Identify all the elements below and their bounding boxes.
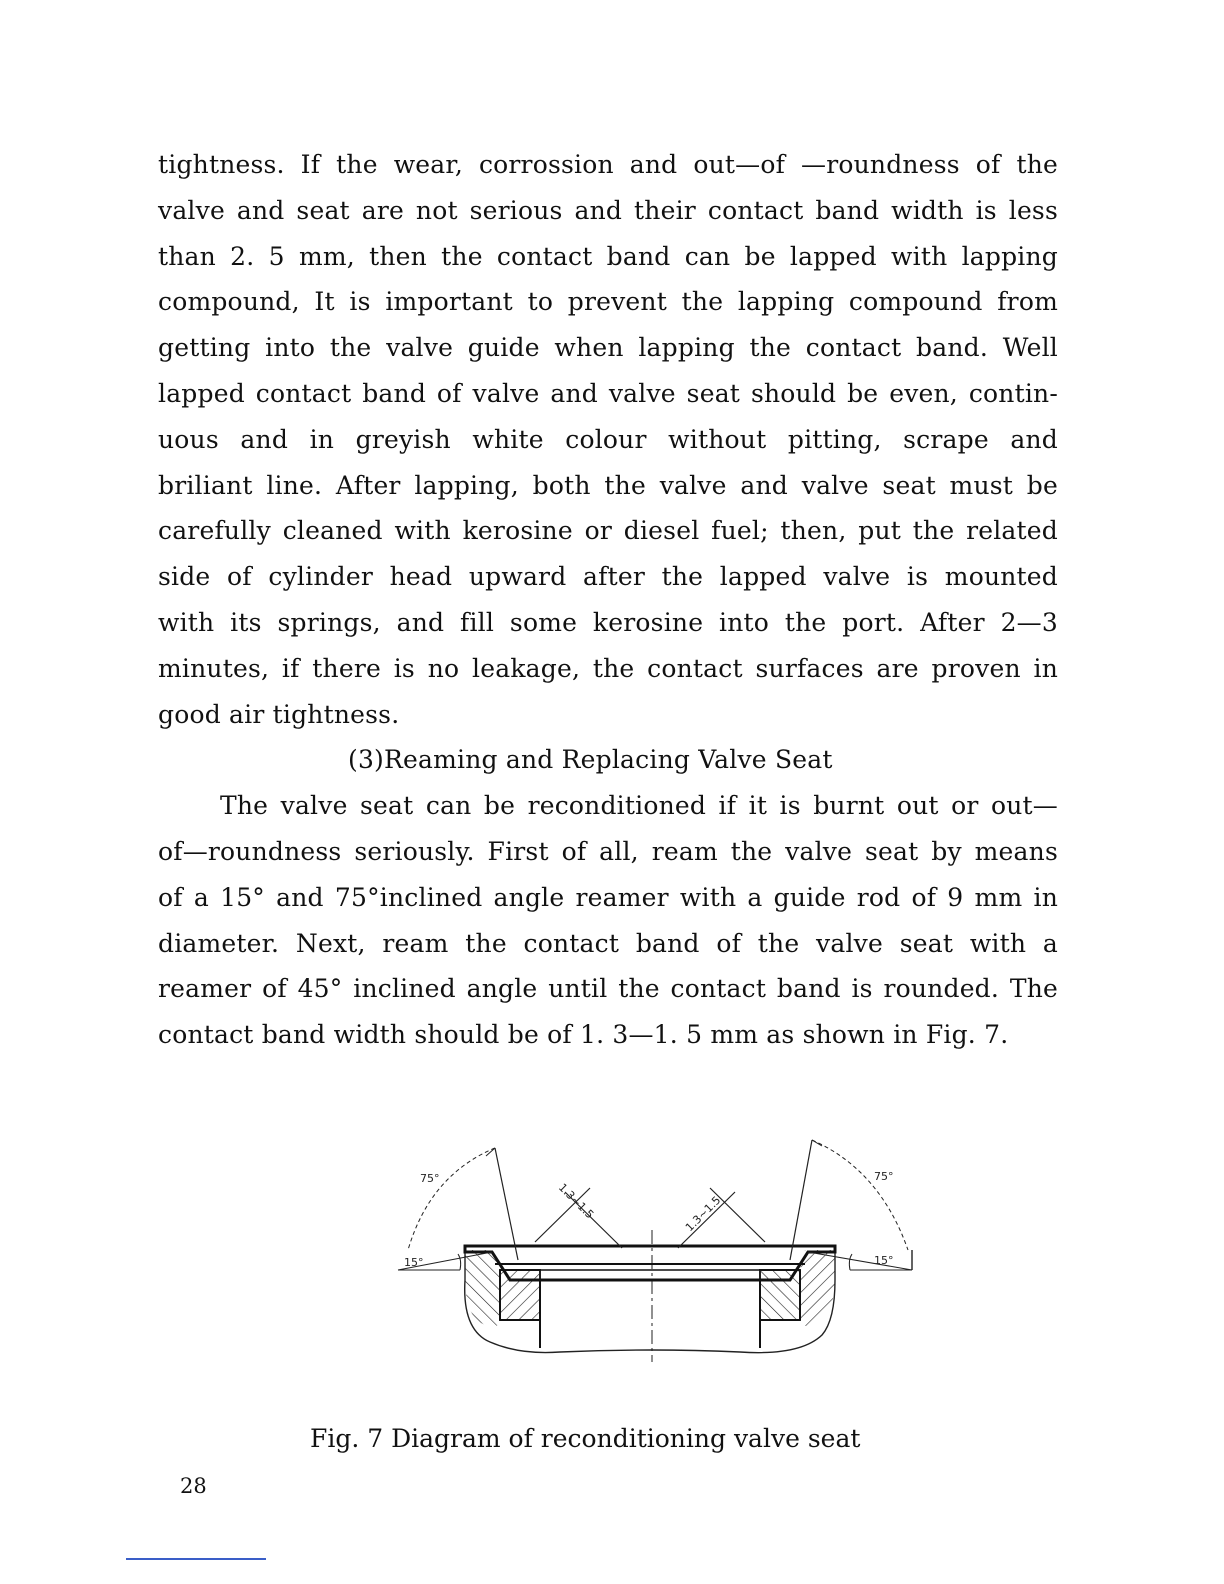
text-line: than 2. 5 mm, then the contact band can be lapped with lapping — [158, 241, 1058, 271]
body-section-left — [465, 1250, 500, 1326]
text-line: contact band width should be of 1. 3—1. 5 mm as shown in Fig. 7. — [158, 1020, 1009, 1050]
angle-arc-75-left — [408, 1148, 495, 1250]
paragraph-2 — [158, 783, 1058, 1058]
angle-arc-15-right — [849, 1254, 852, 1270]
text-line: getting into the valve guide when lapping the contact band. Well — [158, 333, 1058, 363]
text-line: with its springs, and fill some kerosine into the port. After 2—3 — [158, 607, 1058, 637]
seat-insert-right — [760, 1270, 800, 1320]
text-line: valve and seat are not serious and their contact band width is less — [158, 195, 1058, 225]
body-text — [158, 142, 1058, 1058]
section-heading: (3)Reaming and Replacing Valve Seat — [348, 745, 833, 775]
label-75-left: 75° — [420, 1172, 440, 1185]
label-width-right: 1.3~1.5 — [682, 1193, 724, 1235]
text-line: of a 15° and 75°inclined angle reamer with a guide rod of 9 mm in — [158, 882, 1058, 912]
footer-rule — [126, 1558, 266, 1560]
text-line: reamer of 45° inclined angle until the contact band is rounded. The — [158, 974, 1058, 1004]
reamer-75-line-left — [495, 1148, 518, 1260]
label-width-left: 1.3~1.5 — [555, 1180, 597, 1222]
text-line: compound, It is important to prevent the lapping compound from — [158, 287, 1058, 317]
angle-arc-75-right — [812, 1140, 908, 1250]
text-line: uous and in greyish white colour without pitting, scrape and — [158, 424, 1058, 454]
paragraph-1 — [158, 142, 1058, 737]
seat-insert-left — [500, 1270, 540, 1320]
text-line: tightness. If the wear, corrossion and out—of —roundness of the — [158, 150, 1058, 179]
reamer-75-line-right — [790, 1140, 812, 1260]
text-line: good air tightness. — [158, 699, 400, 729]
angle-arc-15-left — [458, 1254, 461, 1270]
text-line: The valve seat can be reconditioned if it is burnt out or out— — [220, 791, 1058, 821]
text-line: minutes, if there is no leakage, the contact surfaces are proven in — [158, 653, 1058, 683]
body-section-right — [800, 1250, 835, 1326]
figure-caption: Fig. 7 Diagram of reconditioning valve seat — [310, 1424, 861, 1453]
label-15-left: 15° — [404, 1256, 424, 1269]
text-line: side of cylinder head upward after the lapped valve is mounted — [158, 562, 1058, 592]
valve-seat-diagram — [390, 1130, 920, 1370]
text-line: of—roundness seriously. First of all, ream the valve seat by means — [158, 836, 1058, 866]
text-line: carefully cleaned with kerosine or diesel fuel; then, put the related — [158, 516, 1058, 546]
text-line: lapped contact band of valve and valve seat should be even, contin- — [158, 378, 1058, 408]
text-line: diameter. Next, ream the contact band of the valve seat with a — [158, 928, 1058, 958]
page-number: 28 — [180, 1474, 207, 1498]
label-75-right: 75° — [874, 1170, 894, 1183]
text-line: briliant line. After lapping, both the valve and valve seat must be — [158, 470, 1058, 500]
label-15-right: 15° — [874, 1254, 894, 1267]
